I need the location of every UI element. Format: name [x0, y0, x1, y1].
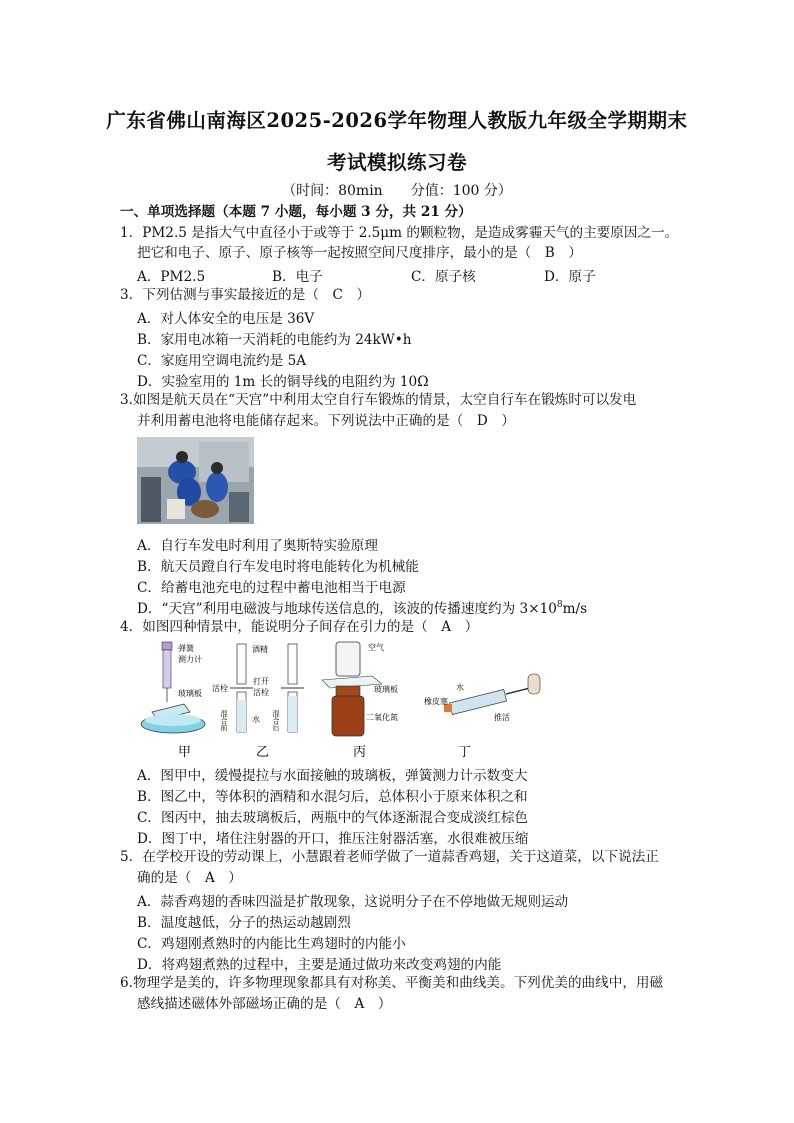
q1-stem-line1: 1．PM2.5 是指大气中直径小于或等于 2.5μm 的颗粒物，是造成雾霾天气的主要原因之一。 — [120, 225, 679, 241]
q5-option-a: A．蒜香鸡翅的香味四溢是扩散现象，这说明分子在不停地做无规则运动 — [137, 894, 569, 910]
svg-text:玻璃板: 玻璃板 — [178, 689, 202, 698]
q1-option-b: B．电子 — [272, 269, 323, 285]
q1-stem-line2: 把它和电子、原子、原子核等一起按照空间尺度排序，最小的是（ B ） — [137, 245, 582, 261]
svg-text:甲: 甲 — [178, 745, 192, 760]
q3b-option-b: B．航天员蹬自行车发电时将电能转化为机械能 — [137, 559, 419, 575]
svg-text:橡皮塞: 橡皮塞 — [424, 697, 448, 706]
svg-text:混合前: 混合前 — [220, 710, 228, 731]
svg-text:活栓: 活栓 — [212, 684, 228, 693]
svg-text:丁: 丁 — [458, 745, 472, 760]
exam-title-line1: 广东省佛山南海区2025-2026学年物理人教版九年级全学期期末 — [106, 109, 688, 132]
section1-heading: 一、单项选择题（本题 7 小题，每小题 3 分，共 21 分） — [120, 204, 472, 220]
q3a-option-b: B．家用电冰箱一天消耗的电能约为 24kW•h — [137, 332, 412, 348]
q5-option-b: B．温度越低，分子的热运动越剧烈 — [137, 915, 351, 931]
q4-option-c: C．图丙中，抽去玻璃板后，两瓶中的气体逐渐混合变成淡红棕色 — [137, 810, 529, 826]
q4-option-a: A．图甲中，缓慢提拉与水面接触的玻璃板，弹簧测力计示数变大 — [137, 768, 528, 784]
exam-time-score: （时间：80min 分值：100 分） — [282, 183, 512, 199]
q6-stem-line2: 感线描述磁体外部磁场正确的是（ A ） — [137, 996, 392, 1012]
svg-text:水: 水 — [252, 715, 260, 724]
q5-stem-line2: 确的是（ A ） — [137, 870, 242, 886]
svg-text:活栓: 活栓 — [253, 688, 269, 697]
q3a-option-d: D．实验室用的 1m 长的铜导线的电阻约为 10Ω — [137, 374, 429, 390]
q5-option-c: C．鸡翅刚煮熟时的内能比生鸡翅时的内能小 — [137, 936, 406, 952]
svg-text:打开: 打开 — [253, 677, 269, 686]
svg-text:测力计: 测力计 — [178, 655, 202, 664]
astronaut-photo — [137, 437, 254, 524]
q4-option-b: B．图乙中，等体积的酒精和水混匀后，总体积小于原来体积之和 — [137, 789, 528, 805]
svg-text:混合后: 混合后 — [272, 710, 280, 731]
svg-text:二氧化氮: 二氧化氮 — [366, 713, 398, 722]
svg-text:乙: 乙 — [256, 745, 270, 760]
svg-text:丙: 丙 — [353, 745, 367, 760]
q4-option-d: D．图丁中，堵住注射器的开口，推压注射器活塞，水很难被压缩 — [137, 831, 529, 847]
q6-stem-line1: 6.物理学是美的，许多物理现象都具有对称美、平衡美和曲线美。下列优美的曲线中，用磁 — [120, 975, 664, 991]
figure-jia-spring-scale — [141, 642, 205, 733]
svg-text:空气: 空气 — [368, 643, 384, 652]
figure-yi-burettes — [212, 644, 304, 732]
figure-ding-syringe — [424, 674, 540, 722]
svg-text:推活: 推活 — [494, 713, 510, 722]
q4-figure — [138, 640, 558, 762]
svg-text:玻璃板: 玻璃板 — [374, 685, 398, 694]
q3b-stem-line1: 3.如图是航天员在“天宫”中利用太空自行车锻炼的情景，太空自行车在锻炼时可以发电 — [120, 392, 637, 408]
q3b-option-c: C．给蓄电池充电的过程中蓄电池相当于电源 — [137, 580, 406, 596]
q1-option-c: C．原子核 — [411, 269, 476, 285]
q3a-option-a: A．对人体安全的电压是 36V — [137, 311, 315, 327]
q3b-stem-line2: 并利用蓄电池将电能储存起来。下列说法中正确的是（ D ） — [137, 413, 515, 429]
q3a-stem: 3．下列估测与事实最接近的是（ C ） — [120, 287, 371, 303]
q5-stem-line1: 5．在学校开设的劳动课上，小慧跟着老师学做了一道蒜香鸡翅，关于这道菜，以下说法正 — [120, 849, 659, 865]
svg-text:弹簧: 弹簧 — [178, 644, 194, 653]
q3b-option-d: D．“天宫”利用电磁波与地球传送信息的，该波的传播速度约为 $3\times 10^8m/s$ — [137, 600, 588, 617]
q1-option-a: A．PM2.5 — [137, 269, 206, 285]
exam-title-line2: 考试模拟练习卷 — [326, 151, 467, 174]
q1-option-d: D．原子 — [544, 269, 596, 285]
q3b-option-a: A．自行车发电时利用了奥斯特实验原理 — [137, 538, 378, 554]
svg-text:水: 水 — [456, 683, 464, 692]
svg-text:酒精: 酒精 — [252, 645, 268, 654]
q4-stem: 4．如图四种情景中，能说明分子间存在引力的是（ A ） — [120, 619, 479, 635]
figure-bing-gas-jars — [322, 642, 398, 736]
q5-option-d: D．将鸡翅煮熟的过程中，主要是通过做功来改变鸡翅的内能 — [137, 957, 502, 973]
q3a-option-c: C．家庭用空调电流约是 5A — [137, 353, 307, 369]
